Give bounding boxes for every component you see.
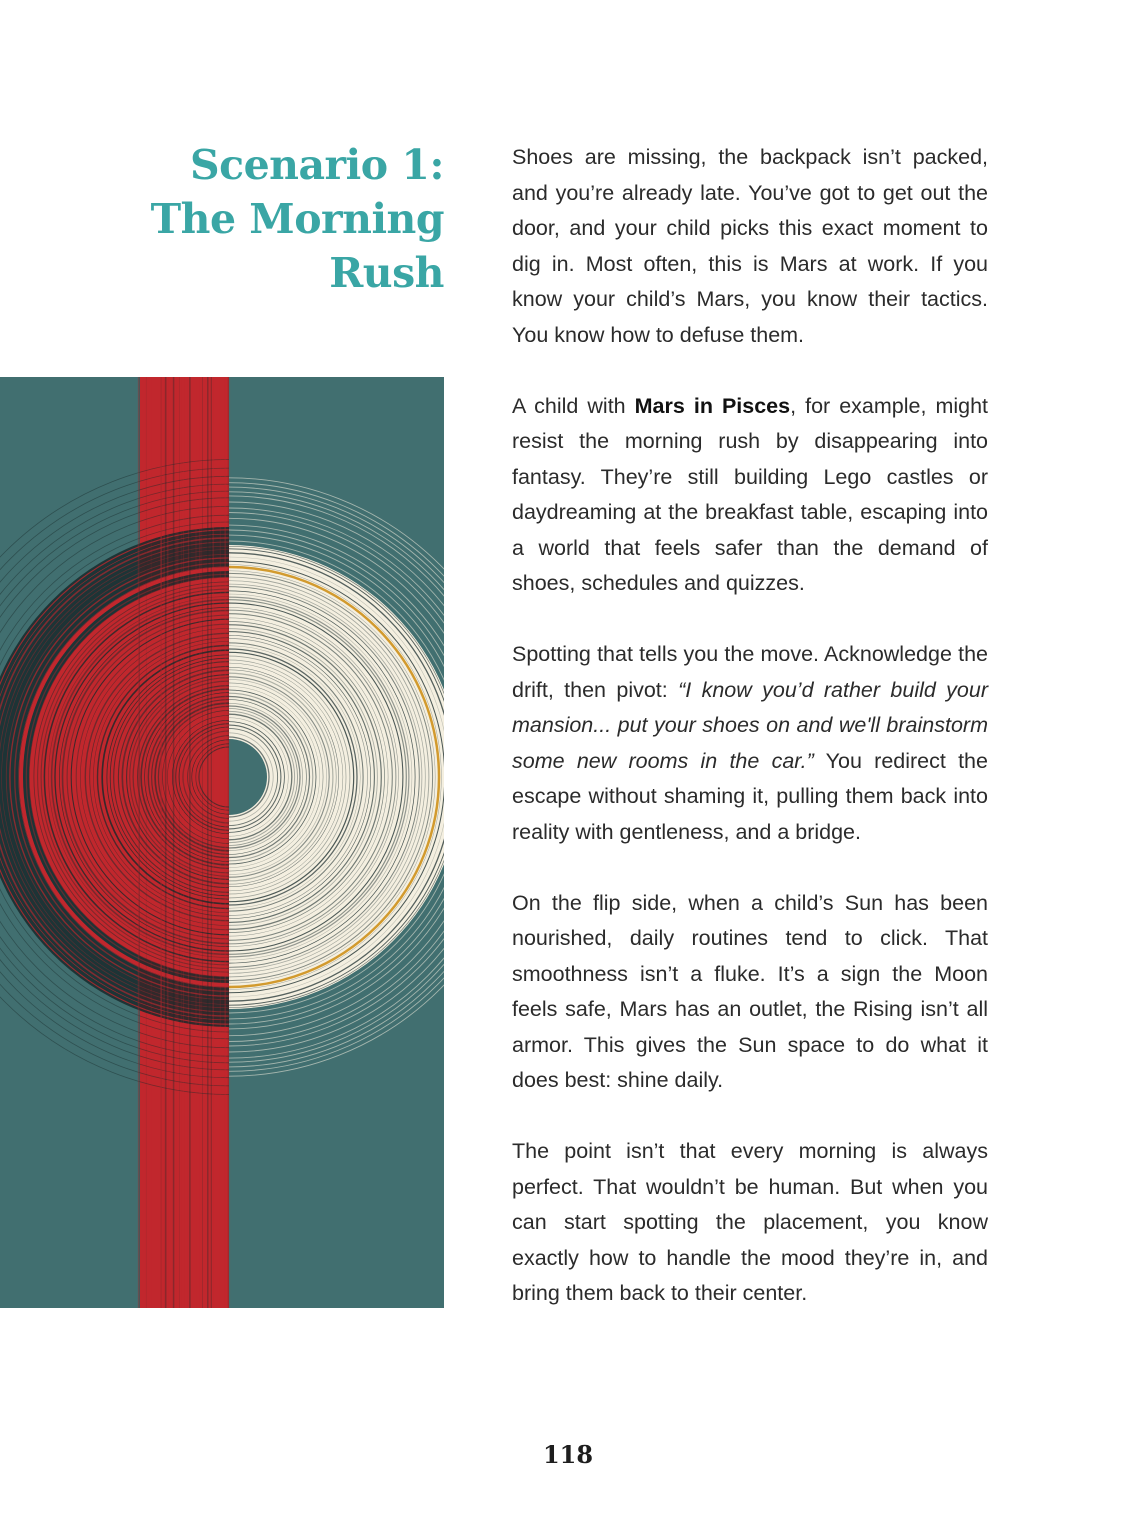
p3-quote: “I know you’d rather build your mansion... put your shoes on and we'll brainstorm some new rooms in the car.”: [512, 677, 988, 773]
p2-text-start: A child with: [512, 393, 635, 418]
article-body: [512, 140, 988, 1347]
p3-text-start: Spotting that tells you the move. Acknowledge the drift, then pivot:: [512, 642, 988, 702]
heading-line-1: Scenario 1:: [190, 141, 444, 189]
p2-text-end: , for example, might resist the morning rush by disappearing into fantasy. They’re still building Lego castles or daydreaming at the breakfast table, escaping into a world that feels safer than the demand of shoes, schedules and quizzes.: [512, 393, 989, 595]
chapter-heading: [120, 138, 444, 300]
p2-highlight-mars-in-pisces: Mars in Pisces: [634, 393, 791, 418]
heading-line-2: The Morning: [150, 195, 444, 243]
paragraph-3: [512, 637, 988, 850]
paragraph-2: [512, 389, 988, 602]
abstract-concentric-artwork: [0, 377, 444, 1308]
paragraph-1: Shoes are missing, the backpack isn’t packed, and you’re already late. You’ve got to get out the door, and your child picks this exact moment to dig in. Most often, this is Mars at work. If you know your child’s Mars, you know their tactics. You know how to defuse them.: [512, 145, 988, 347]
paragraph-5: The point isn’t that every morning is always perfect. That wouldn’t be human. But when you can start spotting the placement, you know exactly how to handle the mood they’re in, and bring them back to their center.: [512, 1139, 988, 1305]
p3-text-end: You redirect the escape without shaming it, pulling them back into reality with gentleness, and a bridge.: [512, 748, 988, 844]
paragraph-4: On the flip side, when a child’s Sun has been nourished, daily routines tend to click. That smoothness isn’t a fluke. It’s a sign the Moon feels safe, Mars has an outlet, the Rising isn’t all armor. This gives the Sun space to do what it does best: shine daily.: [512, 890, 988, 1092]
heading-line-3: Rush: [329, 249, 444, 297]
page-number: 118: [542, 1440, 594, 1469]
